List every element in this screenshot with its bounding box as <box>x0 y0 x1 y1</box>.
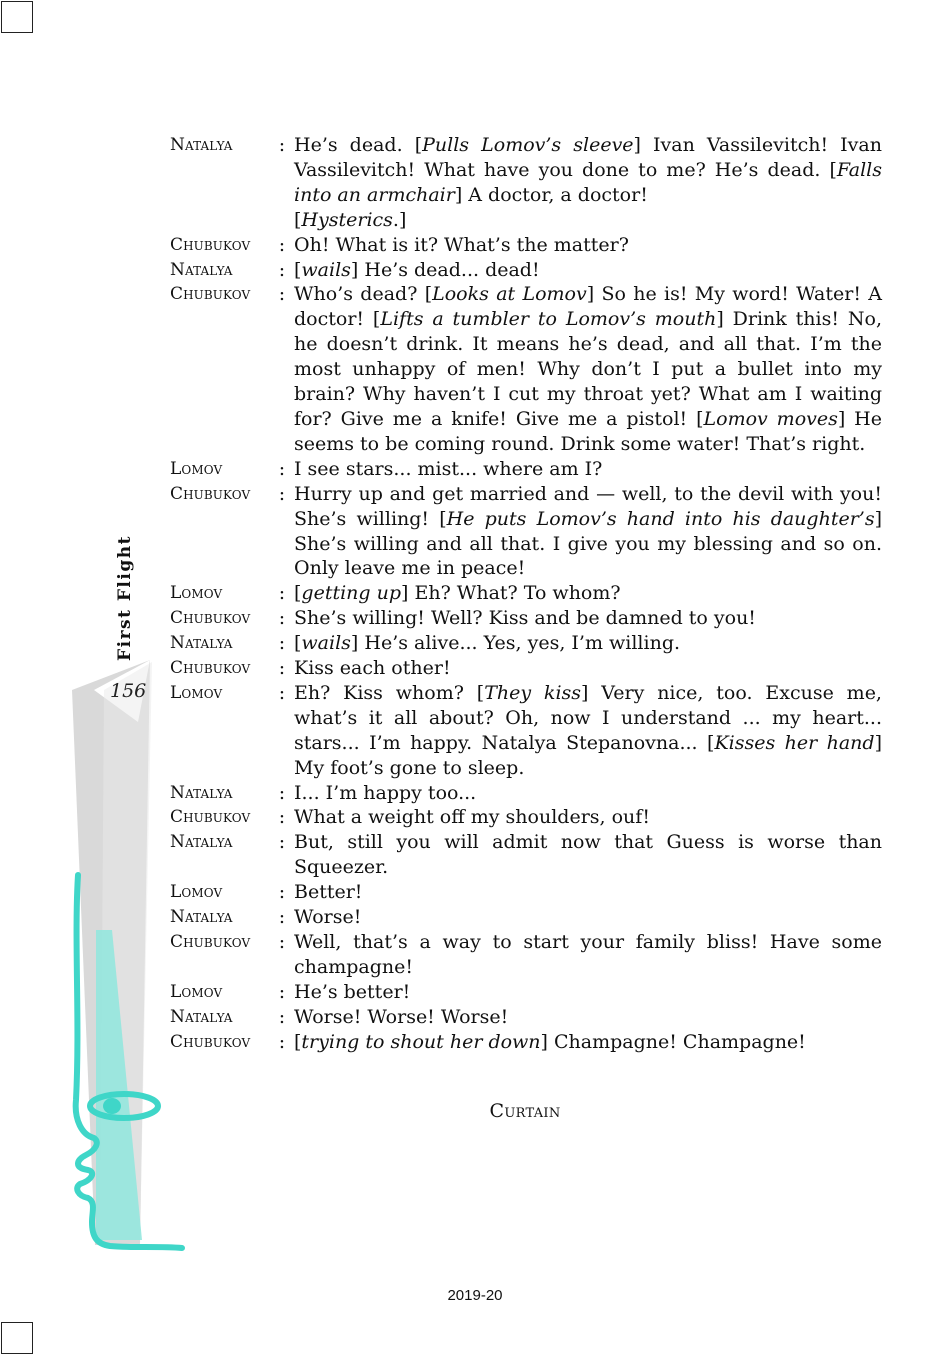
play-script <box>170 133 882 1055</box>
dialogue-line <box>170 980 882 1005</box>
speaker-name: Natalya <box>170 633 233 654</box>
speech-fragment: Worse! Worse! Worse! <box>294 1005 509 1028</box>
speaker-colon: : <box>278 906 286 929</box>
curtain-heading: Curtain <box>489 1100 561 1122</box>
stage-direction: Kisses her hand <box>714 731 875 754</box>
dialogue-line <box>170 258 882 283</box>
dialogue-line <box>170 233 882 258</box>
footer-year: 2019-20 <box>447 1287 503 1304</box>
speech-text <box>294 930 882 980</box>
speech-fragment: ] Ivan Vassilevitch! Ivan Vassilevitch! What have you done to me? He’s dead. [ <box>294 134 882 181</box>
speech-fragment: ] Champagne! Champagne! <box>540 1030 806 1053</box>
speech-fragment: But, still you will admit now that Guess is worse than Squeezer. <box>294 831 882 879</box>
dialogue-line <box>170 1030 882 1055</box>
speech-fragment: I see stars... mist... where am I? <box>294 457 603 480</box>
speech-fragment: ] He seems to be coming round. Drink some water! That’s right. <box>294 407 882 455</box>
speech-fragment: .] <box>392 208 407 231</box>
speaker-name: Chubukov <box>170 284 251 305</box>
dialogue-line <box>170 656 882 681</box>
speech-fragment: [ <box>294 582 302 605</box>
dialogue-line <box>170 781 882 806</box>
speaker-name: Natalya <box>170 259 233 280</box>
speaker-name: Chubukov <box>170 483 251 504</box>
speaker-name: Lomov <box>170 882 223 903</box>
speaker-colon: : <box>278 831 286 854</box>
speaker-colon: : <box>278 582 286 605</box>
stage-direction: Pulls Lomov’s sleeve <box>422 134 634 156</box>
dialogue-line <box>170 457 882 482</box>
speech-text <box>294 830 882 880</box>
speech-fragment: I... I’m happy too... <box>294 781 477 804</box>
dialogue-line <box>170 805 882 830</box>
speaker-colon: : <box>278 607 286 630</box>
dialogue-line <box>170 905 882 930</box>
speech-fragment: [ <box>294 208 302 231</box>
speech-fragment: What a weight off my shoulders, ouf! <box>294 806 650 829</box>
speaker-colon: : <box>278 1030 286 1053</box>
stage-direction: Lifts a tumbler to Lomov’s mouth <box>380 308 717 331</box>
speech-fragment: Worse! <box>294 906 362 929</box>
speech-fragment: ] He’s dead... dead! <box>350 258 540 281</box>
speaker-name: Natalya <box>170 782 233 803</box>
speaker-colon: : <box>278 1005 286 1028</box>
speaker-colon: : <box>278 457 286 480</box>
dialogue-line <box>170 1005 882 1030</box>
speech-fragment: ] Very nice, too. Excuse me, what’s it all about? Oh, now I understand ... my heart... stars... I’m happy. Natalya Stepanovna... [ <box>294 681 882 754</box>
speech-fragment: Who’s dead? [ <box>294 283 433 306</box>
speech-text <box>294 656 882 681</box>
speaker-name: Natalya <box>170 832 233 853</box>
speech-fragment: ] Drink this! No, he doesn’t drink. It means he’s dead, and all that. I’m the most unhappy of men! Why don’t I put a bullet into my brain? Why haven’t I cut my throat yet? What am I waiting for? Give me a knife! Give me a pistol! [ <box>294 308 882 430</box>
stage-direction: wails <box>301 632 351 655</box>
speaker-name: Chubukov <box>170 658 251 679</box>
speaker-colon: : <box>278 482 286 505</box>
speech-fragment: ] He’s alive... Yes, yes, I’m willing. <box>350 632 681 655</box>
speech-fragment: [ <box>294 632 302 655</box>
speaker-name: Chubukov <box>170 807 251 828</box>
eye-pupil <box>103 1098 121 1114</box>
speech-text <box>294 1030 882 1055</box>
speaker-name: Natalya <box>170 135 233 155</box>
dialogue-line <box>170 133 882 233</box>
dialogue-line <box>170 282 882 456</box>
stage-direction: getting up <box>301 582 402 605</box>
speech-fragment: Hurry up and get married and — well, to the devil with you! She’s willing! [ <box>294 482 882 530</box>
speech-text <box>294 606 882 631</box>
speaker-colon: : <box>278 681 286 704</box>
speech-text <box>294 905 882 930</box>
speech-text <box>294 781 882 806</box>
speaker-colon: : <box>278 881 286 904</box>
speaker-colon: : <box>278 657 286 680</box>
dialogue-line <box>170 631 882 656</box>
speech-text <box>294 133 882 233</box>
speaker-colon: : <box>278 233 286 256</box>
dialogue-line <box>170 930 882 980</box>
speech-fragment: [ <box>294 1030 302 1053</box>
speech-fragment: Kiss each other! <box>294 657 451 680</box>
book-title: First Flight <box>115 535 135 661</box>
stage-direction: wails <box>301 258 351 281</box>
speaker-colon: : <box>278 134 286 156</box>
speech-text <box>294 457 882 482</box>
speech-fragment: ] A doctor, a doctor! <box>454 183 648 206</box>
speaker-name: Chubukov <box>170 1031 251 1052</box>
speaker-colon: : <box>278 632 286 655</box>
speech-fragment: He’s better! <box>294 980 411 1003</box>
dialogue-line <box>170 681 882 781</box>
dialogue-line <box>170 482 882 582</box>
speaker-colon: : <box>278 931 286 953</box>
speaker-colon: : <box>278 781 286 804</box>
page-number: 156 <box>110 680 147 702</box>
speech-text <box>294 631 882 656</box>
speech-fragment: She’s willing! Well? Kiss and be damned to you! <box>294 607 756 630</box>
speaker-colon: : <box>278 806 286 829</box>
stage-direction: Looks at Lomov <box>432 283 587 306</box>
speaker-colon: : <box>278 980 286 1003</box>
speech-fragment: Well, that’s a way to start your family bliss! Have some champagne! <box>294 931 882 978</box>
speaker-colon: : <box>278 258 286 281</box>
stage-direction: He puts Lomov’s hand into his daughter’s <box>446 507 875 530</box>
speech-fragment: [ <box>294 258 302 281</box>
dialogue-line <box>170 830 882 880</box>
speaker-name: Chubukov <box>170 932 251 952</box>
speech-fragment: Eh? Kiss whom? [ <box>294 681 485 704</box>
speech-text <box>294 258 882 283</box>
speech-text <box>294 581 882 606</box>
dialogue-line <box>170 606 882 631</box>
speaker-name: Lomov <box>170 682 223 703</box>
speaker-name: Chubukov <box>170 234 251 255</box>
speech-text <box>294 282 882 456</box>
stage-direction: Lomov moves <box>703 407 838 430</box>
speech-text <box>294 1005 882 1030</box>
speech-fragment: Better! <box>294 881 363 904</box>
dialogue-line <box>170 581 882 606</box>
speech-fragment: ] She’s willing and all that. I give you my blessing and so on. Only leave me in peace! <box>294 507 882 580</box>
stage-direction: Hysterics <box>301 208 393 231</box>
speech-text <box>294 681 882 781</box>
speech-fragment: Oh! What is it? What’s the matter? <box>294 233 629 256</box>
speech-text <box>294 880 882 905</box>
speaker-name: Natalya <box>170 1006 233 1027</box>
speaker-name: Chubukov <box>170 608 251 629</box>
speaker-name: Natalya <box>170 907 233 928</box>
speech-text <box>294 482 882 582</box>
speaker-name: Lomov <box>170 458 223 479</box>
speaker-name: Lomov <box>170 583 223 604</box>
stage-direction: Falls into an armchair <box>294 158 882 206</box>
speech-fragment: ] Eh? What? To whom? <box>401 582 621 605</box>
stage-direction: trying to shout her down <box>301 1030 541 1053</box>
speaker-colon: : <box>278 283 286 306</box>
speech-text <box>294 805 882 830</box>
speech-fragment: ] My foot’s gone to sleep. <box>294 731 883 779</box>
speech-fragment: He’s dead. [ <box>294 134 423 156</box>
speech-fragment: ] So he is! My word! Water! A doctor! [ <box>294 283 883 331</box>
stage-direction: They kiss <box>484 681 582 704</box>
dialogue-line <box>170 880 882 905</box>
speech-text <box>294 980 882 1005</box>
speaker-name: Lomov <box>170 981 223 1002</box>
speech-text <box>294 233 882 258</box>
